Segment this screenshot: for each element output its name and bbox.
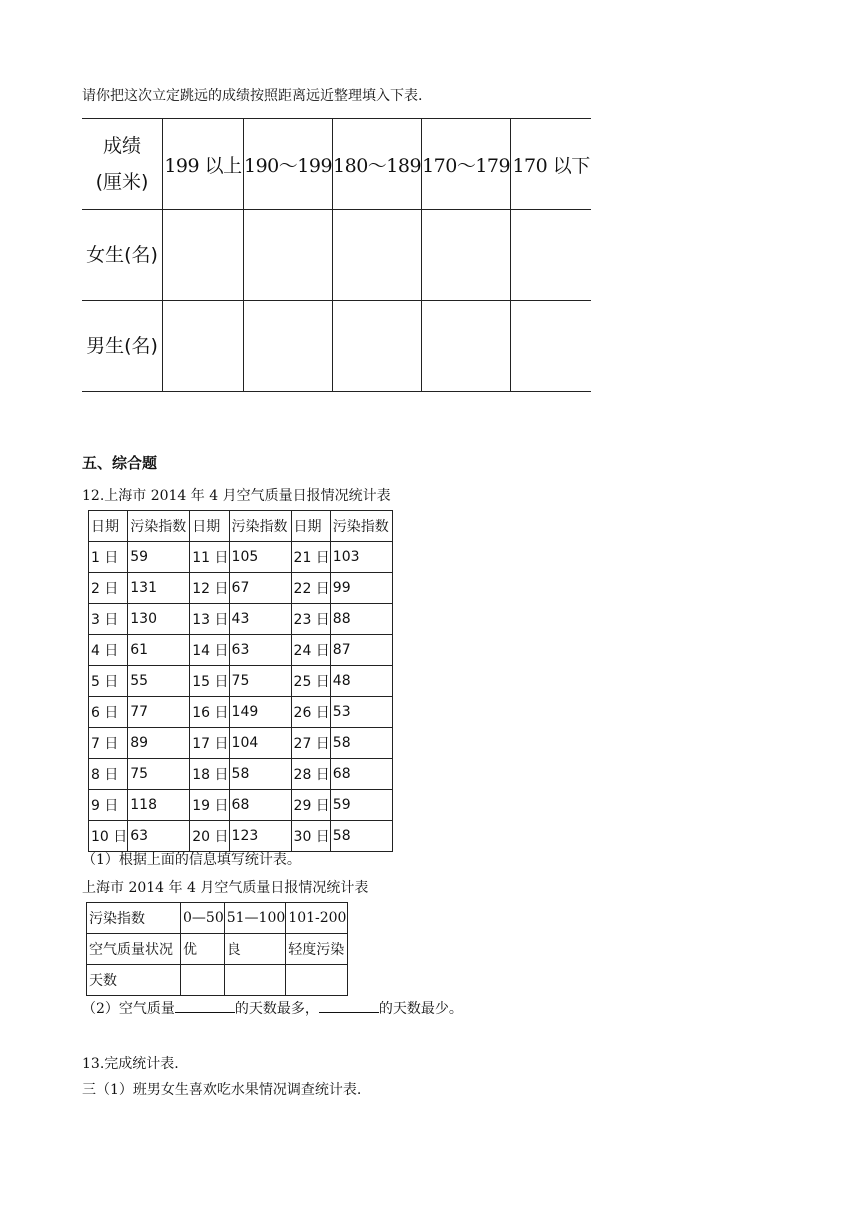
cell: 30 日 <box>291 821 330 852</box>
table-row <box>89 759 393 790</box>
cell: 87 <box>330 635 392 666</box>
cell: 13 日 <box>190 604 229 635</box>
cell: 空气质量状况 <box>87 934 181 965</box>
header-cell: 污染指数 <box>330 511 392 542</box>
input-cell[interactable] <box>511 301 592 392</box>
table-row <box>89 697 393 728</box>
input-cell[interactable] <box>333 210 422 301</box>
cell: 12 日 <box>190 573 229 604</box>
cell: 59 <box>330 790 392 821</box>
cell: 5 日 <box>89 666 128 697</box>
cell: 22 日 <box>291 573 330 604</box>
cell: 63 <box>229 635 291 666</box>
cell: 23 日 <box>291 604 330 635</box>
cell: 55 <box>128 666 190 697</box>
cell: 天数 <box>87 965 181 996</box>
cell: 101-200 <box>286 903 348 934</box>
cell: 3 日 <box>89 604 128 635</box>
cell: 25 日 <box>291 666 330 697</box>
cell: 43 <box>229 604 291 635</box>
input-cell[interactable] <box>511 210 592 301</box>
input-cell[interactable] <box>422 301 511 392</box>
cell: 11 日 <box>190 542 229 573</box>
cell: 15 日 <box>190 666 229 697</box>
cell: 16 日 <box>190 697 229 728</box>
score-label: 成绩 <box>102 135 141 157</box>
cell: 6 日 <box>89 697 128 728</box>
cell: 9 日 <box>89 790 128 821</box>
table-row <box>87 934 348 965</box>
cell: 118 <box>128 790 190 821</box>
cell: 63 <box>128 821 190 852</box>
input-cell[interactable] <box>286 965 348 996</box>
cell: 59 <box>128 542 190 573</box>
cell: 优 <box>181 934 225 965</box>
cell: 99 <box>330 573 392 604</box>
cell: 1 日 <box>89 542 128 573</box>
cell: 131 <box>128 573 190 604</box>
cell: 48 <box>330 666 392 697</box>
column-header: 180～189 <box>333 119 422 210</box>
q12-title: 12.上海市 2014 年 4 月空气质量日报情况统计表 <box>82 488 391 504</box>
cell: 149 <box>229 697 291 728</box>
cell: 0—50 <box>181 903 225 934</box>
cell: 123 <box>229 821 291 852</box>
q13-subtitle: 三（1）班男女生喜欢吃水果情况调查统计表. <box>82 1082 362 1098</box>
cell: 7 日 <box>89 728 128 759</box>
input-cell[interactable] <box>244 210 333 301</box>
cell: 61 <box>128 635 190 666</box>
header-cell: 日期 <box>89 511 128 542</box>
cell: 58 <box>229 759 291 790</box>
table-row <box>89 790 393 821</box>
table-row <box>89 604 393 635</box>
table-header-row <box>89 511 393 542</box>
q12-part1: （1）根据上面的信息填写统计表。 <box>82 852 301 868</box>
input-cell[interactable] <box>163 301 244 392</box>
cell: 26 日 <box>291 697 330 728</box>
table-row <box>87 965 348 996</box>
table-row <box>89 573 393 604</box>
table-row <box>89 635 393 666</box>
cell: 28 日 <box>291 759 330 790</box>
cell: 8 日 <box>89 759 128 790</box>
air-quality-body <box>89 511 393 852</box>
row-header-score <box>82 119 163 210</box>
input-cell[interactable] <box>333 301 422 392</box>
cell: 10 日 <box>89 821 128 852</box>
cell: 77 <box>128 697 190 728</box>
answer-blank[interactable] <box>319 998 379 1013</box>
cell: 2 日 <box>89 573 128 604</box>
cell: 良 <box>224 934 286 965</box>
input-cell[interactable] <box>181 965 225 996</box>
cell: 51—100 <box>224 903 286 934</box>
table-row <box>89 542 393 573</box>
cell: 29 日 <box>291 790 330 821</box>
cell: 75 <box>229 666 291 697</box>
cell: 104 <box>229 728 291 759</box>
table-row <box>89 821 393 852</box>
header-cell: 污染指数 <box>128 511 190 542</box>
table-row <box>82 119 591 210</box>
header-cell: 污染指数 <box>229 511 291 542</box>
cell: 75 <box>128 759 190 790</box>
cell: 88 <box>330 604 392 635</box>
cell: 20 日 <box>190 821 229 852</box>
cell: 67 <box>229 573 291 604</box>
q13-title: 13.完成统计表. <box>82 1056 179 1072</box>
table-row <box>82 301 591 392</box>
column-header: 199 以上 <box>163 119 244 210</box>
cell: 130 <box>128 604 190 635</box>
cell: 89 <box>128 728 190 759</box>
cell: 21 日 <box>291 542 330 573</box>
cell: 53 <box>330 697 392 728</box>
input-cell[interactable] <box>163 210 244 301</box>
table-row <box>89 728 393 759</box>
column-header: 170～179 <box>422 119 511 210</box>
cell: 14 日 <box>190 635 229 666</box>
q12-part2 <box>82 998 463 1019</box>
air-quality-stat-table <box>86 902 348 996</box>
input-cell[interactable] <box>224 965 286 996</box>
cell: 4 日 <box>89 635 128 666</box>
air-quality-table <box>88 510 393 852</box>
cell: 103 <box>330 542 392 573</box>
cell: 17 日 <box>190 728 229 759</box>
table-row <box>89 666 393 697</box>
part2-text-a: （2）空气质量 <box>82 1001 175 1017</box>
answer-blank[interactable] <box>175 998 235 1013</box>
row-header-boys: 男生(名) <box>82 301 163 392</box>
cell: 18 日 <box>190 759 229 790</box>
cell: 24 日 <box>291 635 330 666</box>
cell: 污染指数 <box>87 903 181 934</box>
cell: 58 <box>330 728 392 759</box>
column-header: 190～199 <box>244 119 333 210</box>
cell: 68 <box>330 759 392 790</box>
cell: 19 日 <box>190 790 229 821</box>
table-row <box>87 903 348 934</box>
q12-table2-title: 上海市 2014 年 4 月空气质量日报情况统计表 <box>82 880 369 896</box>
column-header: 170 以下 <box>511 119 592 210</box>
input-cell[interactable] <box>422 210 511 301</box>
table-row <box>82 210 591 301</box>
cell: 轻度污染 <box>286 934 348 965</box>
input-cell[interactable] <box>244 301 333 392</box>
intro-text: 请你把这次立定跳远的成绩按照距离远近整理填入下表. <box>82 88 423 104</box>
part2-text-b: 的天数最多， <box>234 1001 319 1017</box>
header-cell: 日期 <box>291 511 330 542</box>
jump-results-table <box>82 118 591 392</box>
header-cell: 日期 <box>190 511 229 542</box>
row-header-girls: 女生(名) <box>82 210 163 301</box>
cell: 68 <box>229 790 291 821</box>
part2-text-c: 的天数最少。 <box>378 1001 463 1017</box>
cell: 27 日 <box>291 728 330 759</box>
score-unit: (厘米) <box>95 171 149 193</box>
section-title: 五、综合题 <box>82 454 158 472</box>
cell: 105 <box>229 542 291 573</box>
cell: 58 <box>330 821 392 852</box>
